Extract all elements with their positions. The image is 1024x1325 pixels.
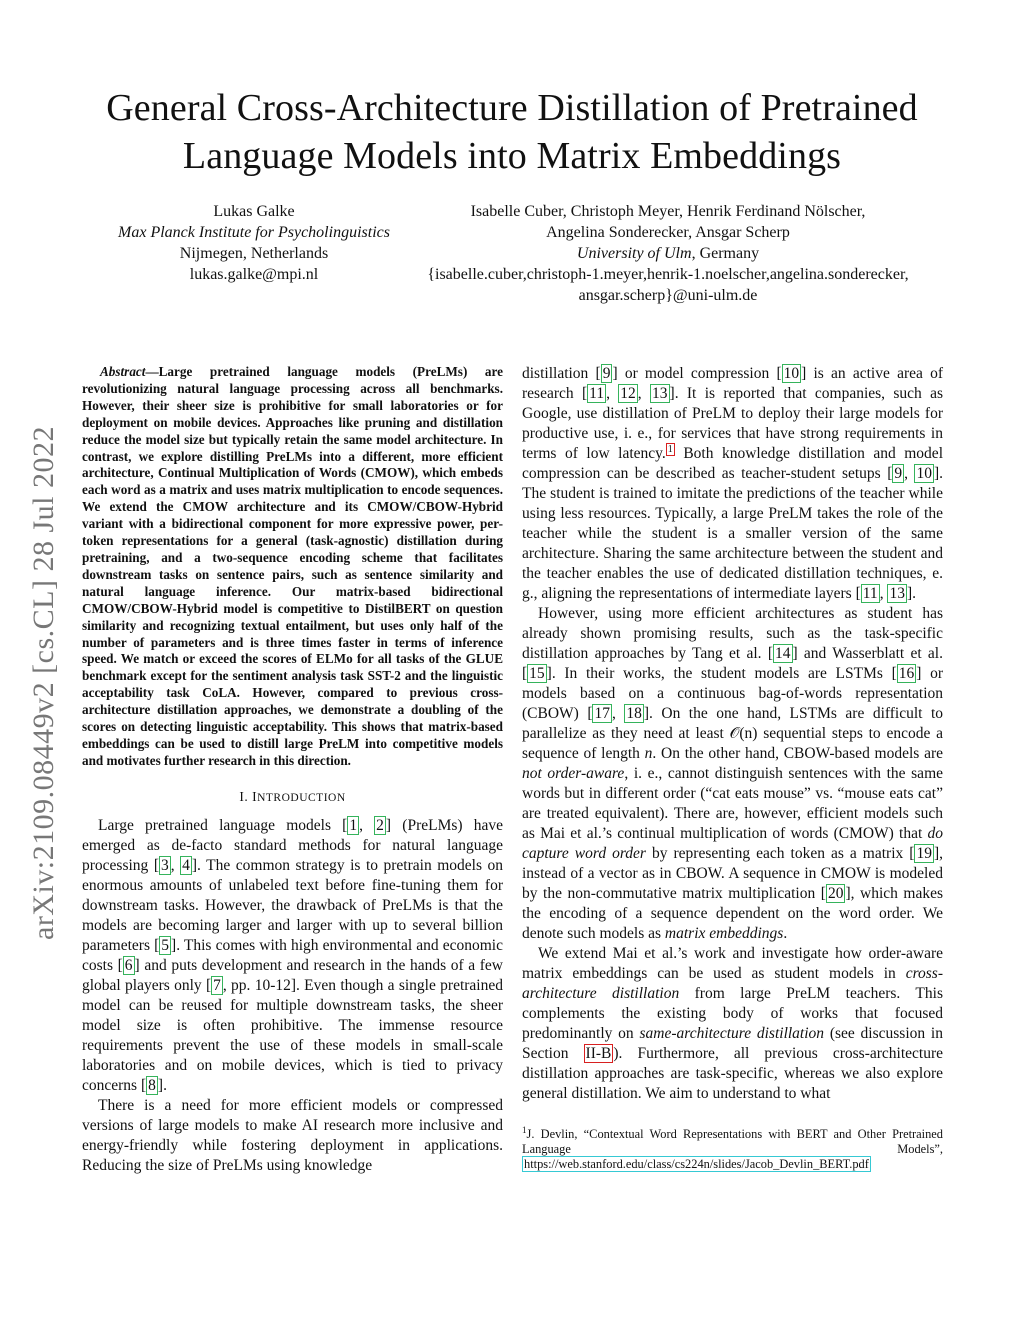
intro-paragraph-4: However, using more efficient architectures as student has already shown promising results, such as the task-specific distillation approaches by Tang et al. [ 14 ] and Wasserblatt et al. [ 15 ]. In their works, the student models are LSTMs [ 16 ] or models based on a continuous bag-of-words representation (CBOW) [ 17 , 18 ]. On the one hand, LSTMs are difficult to parallelize as they need at least 𝒪(n) sequential steps to encode a sequence of length n. On the other hand, CBOW-based models are not order-aware, i. e., cannot distinguish sentences with the same words but in different order (“cat eats mouse” vs. “mouse eats cat” are treated equivalent). There are, however, efficient models such as Mai et al.’s continual multiplication of words (CMOW) that do capture word order by representing each token as a matrix [ 19 ], instead of a vector as in CBOW. A sequence in CMOW is modeled by the non-commutative matrix multiplication [ 20 ], which makes the encoding of a sequence dependent on the word order. We denote such models as matrix embeddings.	[522, 605, 944, 942]
intro-paragraph-2: There is a need for more efficient models or compressed versions of large models to make AI research more inclusive and energy-friendly while fostering deployment in applications. Reducing the size of PreLMs using knowledge	[82, 1096, 503, 1174]
citation-link[interactable]: 6	[124, 956, 133, 974]
author-names: Angelina Sonderecker, Ansgar Scherp	[546, 224, 790, 241]
author-email: ansgar.scherp}@uni-ulm.de	[578, 287, 758, 304]
author-affiliation: Max Planck Institute for Psycholinguistics	[118, 224, 390, 241]
author-block-ulm	[412, 201, 924, 306]
author-names: Lukas Galke	[213, 203, 295, 220]
author-affiliation-line	[412, 243, 924, 264]
citation-link[interactable]: 13	[652, 385, 668, 402]
citation-link[interactable]: 8	[148, 1076, 156, 1094]
author-block-galke	[86, 201, 422, 285]
math-big-o: 𝒪(n)	[729, 725, 758, 742]
footnote-text: J. Devlin, “Contextual Word Representations with BERT and Other Pretrained Language Models”,	[522, 1127, 943, 1157]
section-heading-introduction: I. INTRODUCTION	[239, 788, 346, 804]
footnote-url-link[interactable]: https://web.stanford.edu/class/cs224n/slides/Jacob_Devlin_BERT.pdf	[524, 1157, 869, 1172]
citation-link[interactable]: 10	[916, 465, 932, 482]
citation-link[interactable]: 18	[626, 705, 642, 722]
right-column	[522, 364, 943, 1172]
citation-link[interactable]: 3	[160, 856, 169, 874]
citation-link[interactable]: 9	[894, 465, 903, 482]
author-location: Nijmegen, Netherlands	[179, 245, 329, 262]
citation-link[interactable]: 10	[783, 365, 800, 382]
intro-paragraph-1: Large pretrained language models [ 1 , 2 ] (PreLMs) have emerged as de-facto standard methods for natural language processing [ 3 , 4 ]. The common strategy is to pretrain models on enormous amounts of unlabeled text before fine-tuning them for downstream tasks. However, the drawback of PreLMs is that the models are becoming larger and larger with up to several billion parameters [ 5 ]. This comes with high environmental and economic costs [ 6 ] and puts development and research in the hands of a few global players only [ 7 , pp. 10-12]. Even though a single pretrained model can be reused for multiple downstream tasks, the sheer model size is often prohibitive. The immense resource requirements prevent the use of these models in small-scale laboratories and on mobile devices, which is tied to privacy concerns [ 8 ].	[82, 816, 504, 1094]
author-email: {isabelle.cuber,christoph-1.meyer,henrik-1.noelscher,angelina.sonderecker,	[427, 266, 909, 283]
abstract-text: —Large pretrained language models (PreLMs) are revolutionizing natural language processing across all benchmarks. However, their sheer size is prohibitive for small laboratories or for deployment on mobile devices. Approaches like pruning and distillation reduce the model size but typically retain the same model architecture. In contrast, we explore distilling PreLMs into a different, more efficient architecture, Continual Multiplication of Words (CMOW), which embeds each word as a matrix and uses matrix multiplication to encode sequences. We extend the CMOW architecture and its CMOW/CBOW-Hybrid variant with a bidirectional component for more expressive power, per-token representations for a general (task-agnostic) distillation during pretraining, and a two-sequence encoding scheme that facilitates downstream tasks on sentence pairs, such as sentence similarity and natural language inference. Our matrix-based bidirectional CMOW/CBOW-Hybrid model is competitive to DistilBERT on question similarity and recognizing textual entailment, but uses only half of the number of parameters and is three times faster in terms of inference speed. We match or exceed the scores of ELMo for all tasks of the GLUE benchmark except for the sentiment analysis task SST-2 and the linguistic acceptability task CoLA. However, compared to previous cross-architecture distillation approaches, we demonstrate a doubling of the scores on detecting linguistic acceptability. This shows that matrix-based embeddings can be used to distill large PreLM into competitive models and motivates further research in this direction.	[82, 364, 503, 768]
author-affiliation: University of Ulm	[576, 245, 692, 262]
footnote	[522, 1123, 943, 1172]
citation-link[interactable]: 5	[161, 936, 170, 954]
abstract	[82, 364, 503, 770]
citation-link[interactable]: 11	[589, 385, 605, 402]
author-location: , Germany	[691, 245, 760, 262]
citation-link[interactable]: 16	[898, 665, 915, 682]
intro-paragraph-3: distillation [ 9 ] or model compression [ 10 ] is an active area of research [ 11 , 12 , 13 ]. It is reported that companies, such as Google, use distillation of PreLM to deploy their large models for productive use, i. e., for services that have strong requirements in terms of low latency. $^1$ Both knowledge distillation and model compression can be described as teacher-student setups [ 9 , 10 ]. The student is trained to imitate the predictions of the teacher while using less resources. Typically, a large PreLM takes the role of the teacher while the student is a smaller version of the same architecture. Sharing the same architecture between the student and the teacher enables the use of dedicated distillation techniques, e. g., aligning the representations of intermediate layers [ 11 , 13 ].	[522, 365, 944, 602]
citation-link[interactable]: 9	[602, 365, 611, 382]
citation-link[interactable]: 4	[182, 856, 190, 874]
citation-link[interactable]: 15	[529, 665, 545, 682]
citation-link[interactable]: 7	[213, 976, 221, 994]
paper-title: General Cross-Architecture Distillation of Pretrained Language Models into Matrix Embeddings	[106, 87, 918, 177]
footnote-link[interactable]: 1	[667, 443, 673, 455]
citation-link[interactable]: 2	[376, 816, 384, 834]
intro-paragraph-5: We extend Mai et al.’s work and investigate how order-aware matrix embeddings can be used as student models in cross-architecture distillation from large PreLM teachers. This complements the existing body of works that focused predominantly on same-architecture distillation (see discussion in Section II-B ). Furthermore, all previous cross-architecture distillation approaches are task-specific, whereas we also explore general distillation. We aim to understand to what	[522, 945, 943, 1102]
citation-link[interactable]: 19	[916, 845, 932, 862]
footnote-mark: 1	[522, 1125, 527, 1135]
arxiv-identifier: arXiv:2109.08449v2 [cs.CL] 28 Jul 2022	[27, 426, 60, 940]
abstract-label: Abstract	[100, 364, 146, 379]
citation-link[interactable]: 14	[775, 645, 791, 662]
citation-link[interactable]: 17	[594, 705, 610, 722]
author-names: Isabelle Cuber, Christoph Meyer, Henrik Ferdinand Nölscher,	[470, 203, 866, 220]
author-email: lukas.galke@mpi.nl	[189, 266, 319, 283]
left-column	[82, 364, 503, 1176]
citation-link[interactable]: 11	[862, 585, 878, 602]
citation-link[interactable]: 12	[620, 385, 636, 402]
math-n: n	[644, 745, 653, 762]
citation-link[interactable]: 13	[889, 585, 905, 602]
citation-link[interactable]: 1	[349, 816, 358, 834]
citation-link[interactable]: 20	[827, 885, 844, 902]
section-reference-link[interactable]: II-B	[585, 1045, 612, 1062]
